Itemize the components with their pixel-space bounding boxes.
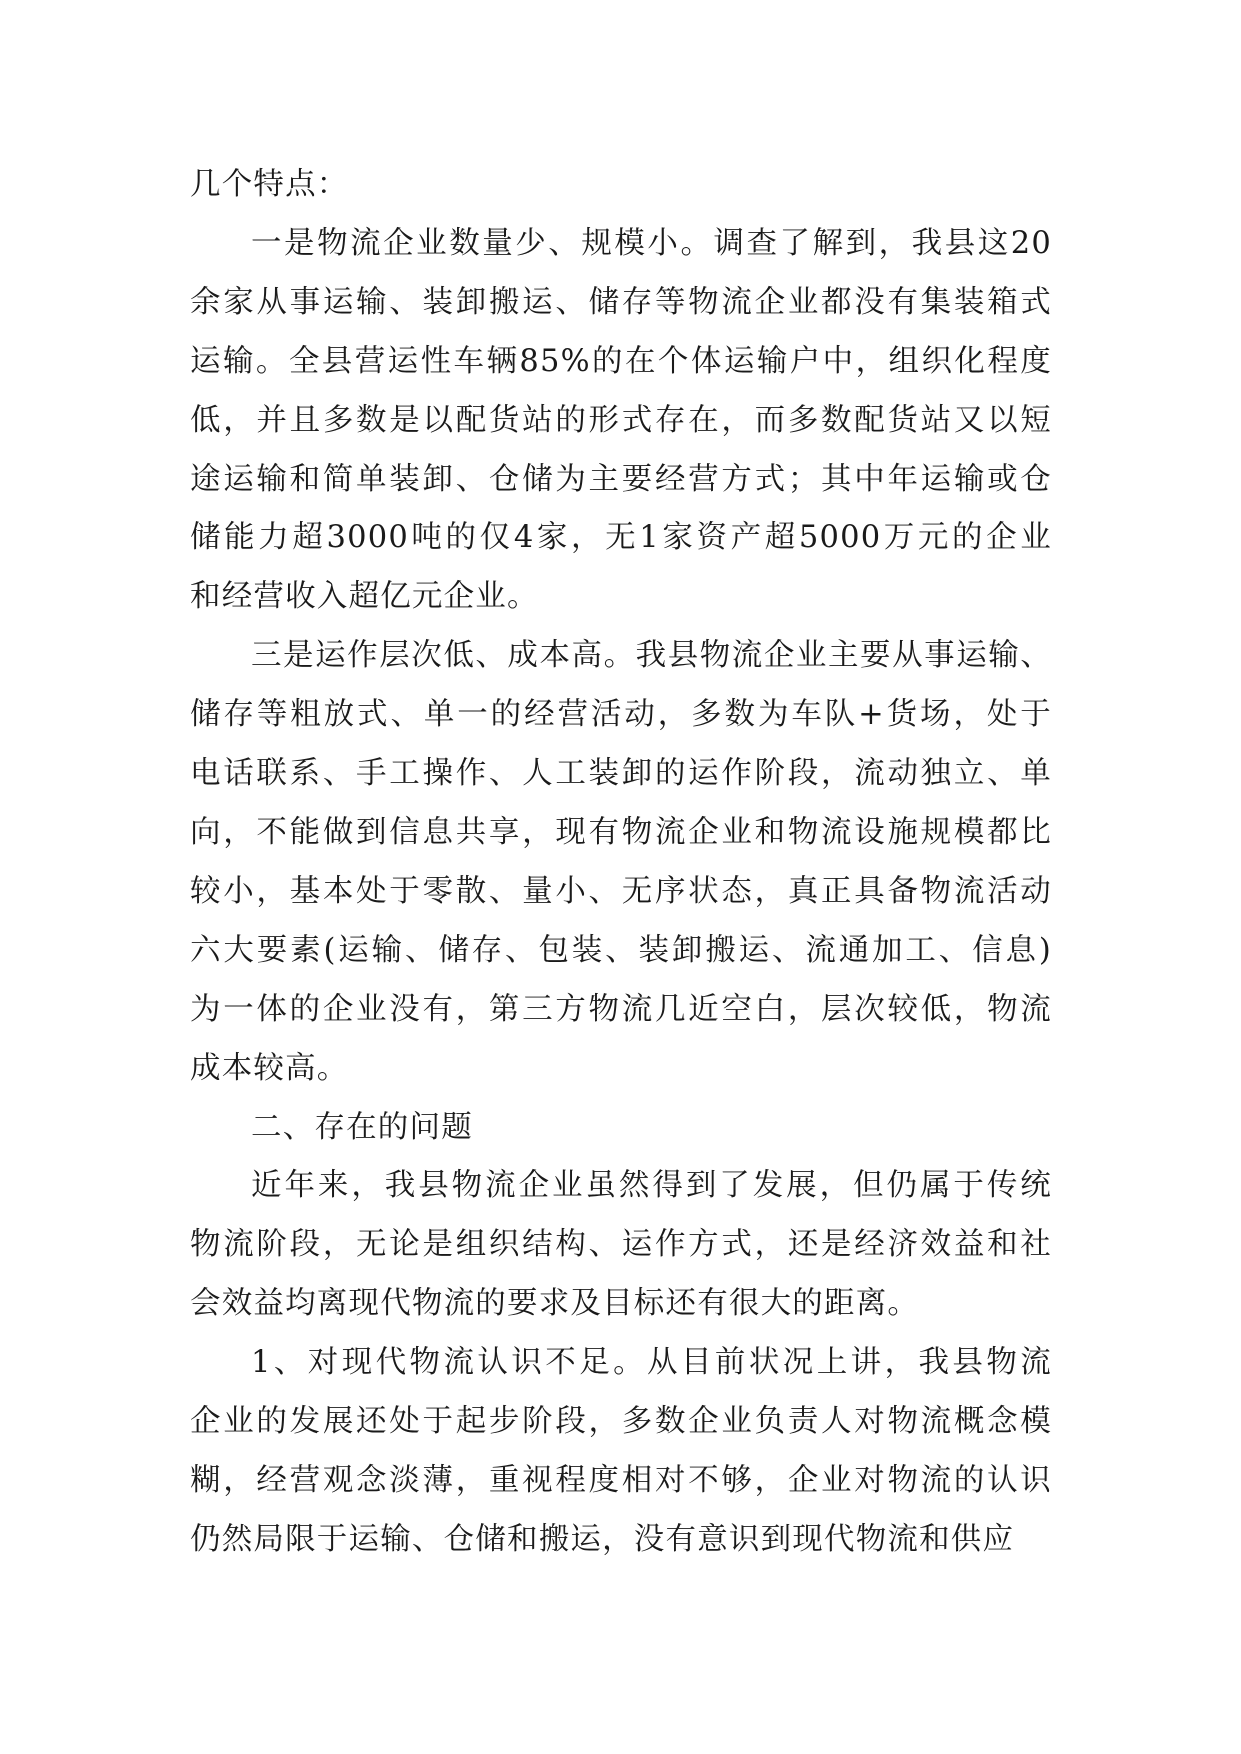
text-line: 二、存在的问题 <box>251 1109 473 1145</box>
text-line: 几个特点： <box>190 167 349 202</box>
text-line: 和经营收入超亿元企业。 <box>190 579 539 615</box>
paragraph-p4 <box>190 1157 1052 1334</box>
text-line: 低，并且多数是以配货站的形式存在，而多数配货站又以短 <box>190 402 1052 438</box>
text-line: 1、对现代物流认识不足。从目前状况上讲，我县物流 <box>251 1345 1052 1381</box>
text-line: 较小，基本处于零散、量小、无序状态，真正具备物流活动 <box>190 873 1052 909</box>
text-line: 企业的发展还处于起步阶段，多数企业负责人对物流概念模 <box>190 1404 1052 1440</box>
text-line: 电话联系、手工操作、人工装卸的运作阶段，流动独立、单 <box>190 756 1052 792</box>
paragraph-p3 <box>190 1099 1052 1158</box>
text-line: 一是物流企业数量少、规模小。调查了解到，我县这20 <box>251 225 1052 261</box>
document-body <box>190 156 1052 1570</box>
text-line: 成本较高。 <box>190 1050 349 1086</box>
text-line: 余家从事运输、装卸搬运、储存等物流企业都没有集装箱式 <box>190 284 1052 320</box>
text-line: 六大要素(运输、储存、包装、装卸搬运、流通加工、信息) <box>190 932 1052 968</box>
text-line: 途运输和简单装卸、仓储为主要经营方式；其中年运输或仓 <box>190 461 1052 497</box>
text-line: 为一体的企业没有，第三方物流几近空白，层次较低，物流 <box>190 991 1052 1027</box>
text-line: 储能力超3000吨的仅4家，无1家资产超5000万元的企业 <box>190 520 1052 556</box>
paragraph-p0 <box>190 156 1052 215</box>
text-line: 会效益均离现代物流的要求及目标还有很大的距离。 <box>190 1286 920 1322</box>
text-line: 糊，经营观念淡薄，重视程度相对不够，企业对物流的认识 <box>190 1462 1052 1498</box>
text-line: 运输。全县营运性车辆85%的在个体运输户中，组织化程度 <box>190 343 1052 379</box>
paragraph-p5 <box>190 1334 1052 1570</box>
text-line: 向，不能做到信息共享，现有物流企业和物流设施规模都比 <box>190 814 1052 850</box>
paragraph-p2 <box>190 627 1052 1098</box>
text-line: 储存等粗放式、单一的经营活动，多数为车队+货场，处于 <box>190 697 1052 733</box>
text-line: 近年来，我县物流企业虽然得到了发展，但仍属于传统 <box>251 1168 1052 1204</box>
text-line: 仍然局限于运输、仓储和搬运，没有意识到现代物流和供应 <box>190 1521 1015 1557</box>
paragraph-p1 <box>190 215 1052 627</box>
text-line: 三是运作层次低、成本高。我县物流企业主要从事运输、 <box>251 638 1052 674</box>
text-line: 物流阶段，无论是组织结构、运作方式，还是经济效益和社 <box>190 1227 1052 1263</box>
